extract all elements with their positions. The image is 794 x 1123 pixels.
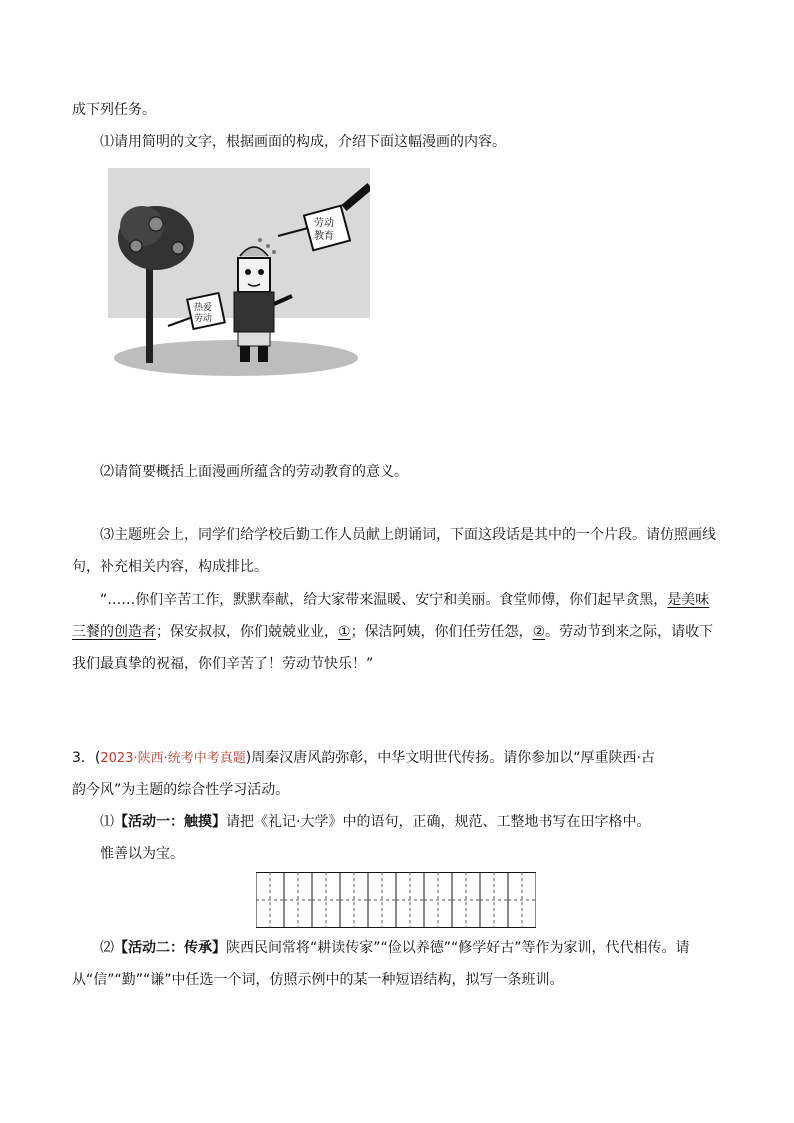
question-3-line-2: 句，补充相关内容，构成排比。	[72, 559, 268, 575]
blank-1: ①	[338, 624, 351, 640]
passage-line-1	[100, 590, 709, 610]
underlined-sentence: 三餐的创造者	[72, 624, 156, 640]
passage-text: ；保洁阿姨，你们任劳任怨，	[350, 624, 533, 640]
activity-1-title: 【活动一：触摸】	[114, 814, 226, 830]
can-right-label-2: 教育	[314, 231, 334, 242]
tianzige-grid[interactable]	[256, 872, 536, 928]
question-number: 3．(	[72, 750, 101, 766]
question-2: ⑵请简要概括上面漫画所蕴含的劳动教育的意义。	[100, 464, 408, 480]
section-3-text: 周秦汉唐风韵弥彰，中华文明世代传扬。请你参加以“厚重陕西·古	[251, 750, 655, 766]
can-right-label-1: 劳动	[314, 218, 334, 229]
passage-text: ；保安叔叔，你们兢兢业业，	[156, 624, 338, 640]
activity-2: ⑵【活动二：传承】陕西民间常将“耕读传家”“俭以养德”“修学好古”等作为家训，代代相传。请	[100, 940, 690, 956]
can-left-label-1: 热爱	[194, 303, 213, 313]
activity-1: ⑴【活动一：触摸】请把《礼记·大学》中的语句，正确，规范、工整地书写在田字格中。	[100, 814, 651, 830]
passage-text: “……你们辛苦工作，默默奉献，给大家带来温暖、安宁和美丽。食堂师傅，你们起早贪黑，	[100, 592, 668, 608]
activity-2-title: 【活动二：传承】	[114, 940, 226, 956]
cartoon-illustration	[108, 168, 370, 378]
passage-line-3: 我们最真挚的祝福，你们辛苦了！劳动节快乐！”	[72, 656, 374, 672]
blank-2: ②	[532, 624, 546, 640]
passage-text: 。劳动节到来之际，请收下	[545, 624, 714, 640]
source-tag: 2023·陕西·统考中考真题	[100, 751, 246, 766]
section-3-line-2: 韵今风”为主题的综合性学习活动。	[72, 782, 290, 798]
text-line: 成下列任务。	[72, 102, 156, 118]
section-3-line-1: 3．(2023·陕西·统考中考真题)周秦汉唐风韵弥彰，中华文明世代传扬。请你参加以“厚重陕西·古	[72, 750, 655, 766]
question-1: ⑴请用简明的文字，根据画面的构成，介绍下面这幅漫画的内容。	[100, 134, 506, 150]
underlined-sentence: 是美味	[667, 592, 710, 608]
can-left-label-2: 劳动	[194, 314, 213, 324]
activity-1-quote: 惟善以为宝。	[100, 846, 184, 862]
question-3-line-1: ⑶主题班会上，同学们给学校后勤工作人员献上朗诵词，下面这段话是其中的一个片段。请仿照画线	[100, 527, 716, 543]
passage-line-2	[72, 622, 713, 642]
activity-2-line-2: 从“信”“勤”“谦”中任选一个词，仿照示例中的某一种短语结构，拟写一条班训。	[72, 972, 564, 988]
